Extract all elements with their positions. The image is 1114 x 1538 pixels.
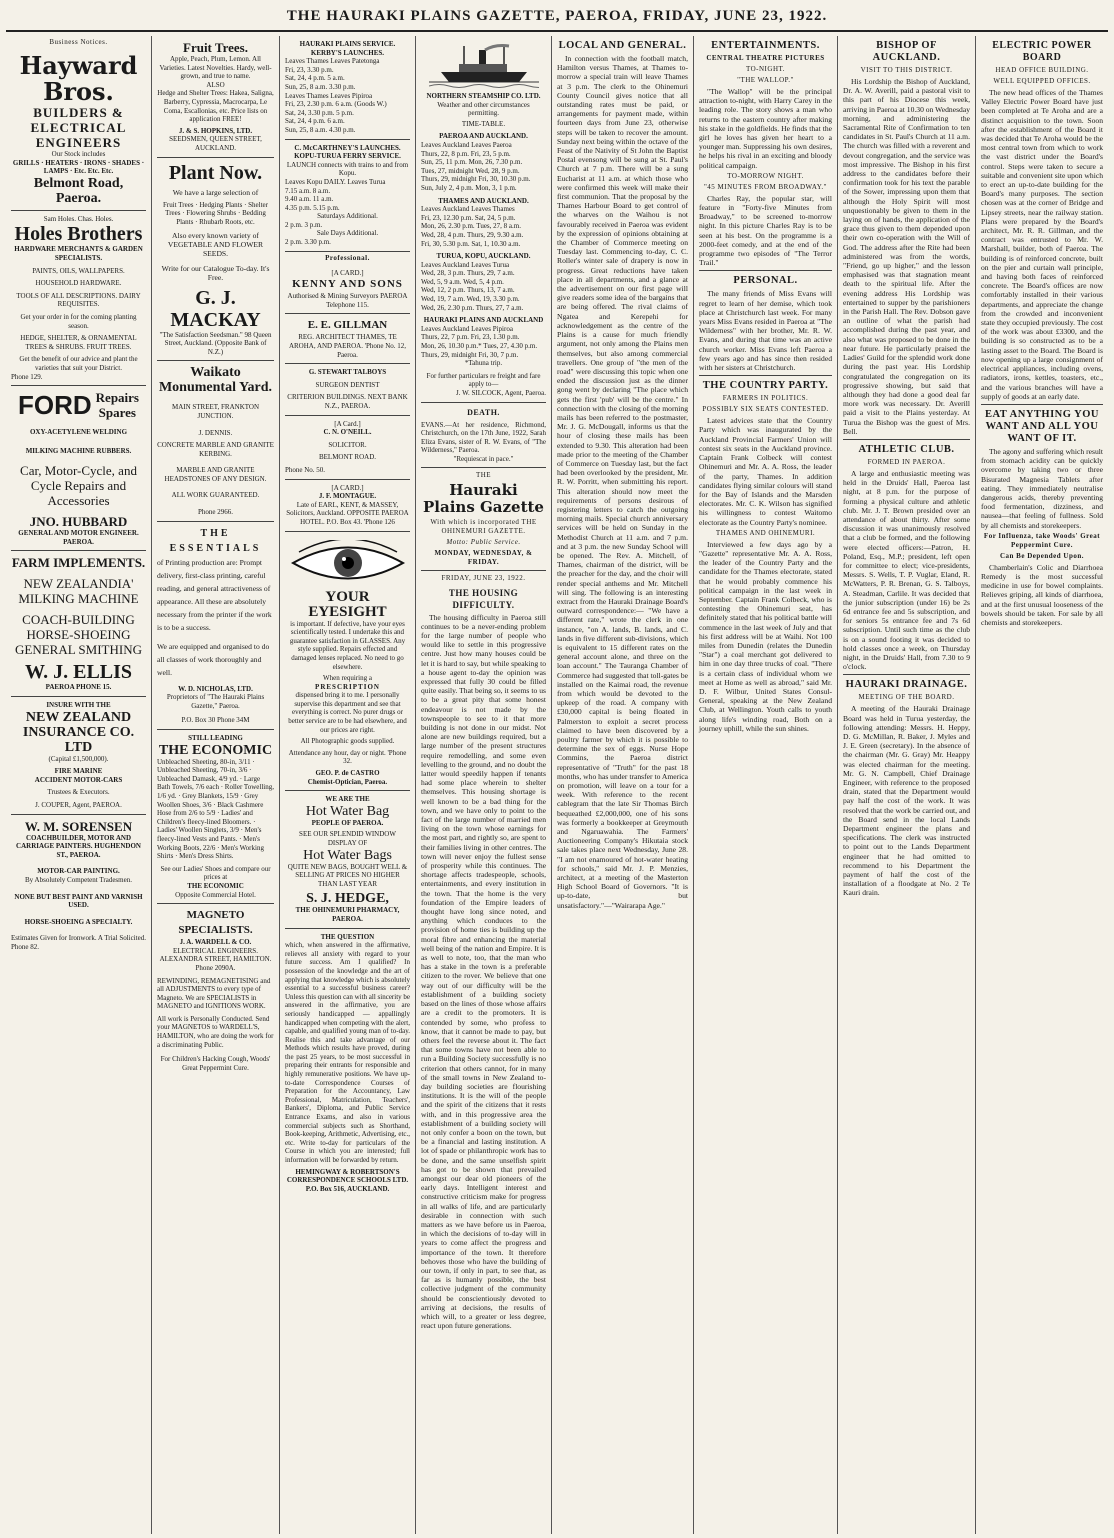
country-party-heading: THE COUNTRY PARTY.: [702, 380, 829, 392]
power-board-heading: ELECTRIC POWER BOARD: [992, 40, 1092, 63]
montague-card: [285, 480, 410, 532]
optician-ad: [285, 532, 410, 792]
ferry-ad: [285, 140, 410, 252]
sorensen-line: COACHBUILDER, MOTOR AND CARRIAGE PAINTERS. HUGHENDON ST., PAEROA.: [16, 833, 141, 859]
professional-heading: Professional.: [325, 253, 370, 262]
kerby-row: Sat, 24, 4 p.m. 5 a.m.: [285, 74, 345, 83]
kerby-row: Fri, 23, 3.30 p.m.: [285, 65, 334, 74]
gillman-name: E. E. GILLMAN: [307, 319, 388, 332]
kerby-head-row: Leaves Thames Leaves Patetonga: [285, 57, 380, 66]
dennis-name: J. DENNIS.: [198, 428, 233, 437]
nz-milking: NEW ZEALANDIA' MILKING MACHINE: [18, 576, 139, 607]
hot-water-bag-ad: [285, 791, 410, 928]
castro-line: Chemist-Optician, Paeroa.: [307, 777, 388, 786]
mccartney-heading: C. McCARTHNEY'S LAUNCHES.: [294, 143, 401, 152]
photographic: All Photographic goods supplied.: [300, 737, 395, 746]
painting-line: By Absolutely Competent Tradesmen.: [25, 876, 132, 884]
coach-building: COACH-BUILDING HORSE-SHOEING GENERAL SMITHING: [15, 612, 142, 658]
main-street: MAIN STREET, FRANKTON JUNCTION.: [171, 403, 260, 420]
hedge-name: S. J. HEDGE,: [306, 891, 389, 907]
publication-days: MONDAY, WEDNESDAY, & FRIDAY.: [434, 548, 533, 566]
farmers-politics: FARMERS IN POLITICS.: [722, 394, 809, 403]
wallop-text: "The Wallop" will be the principal attraction to-night, with Harry Carey in the leading role. The story shows a man who returns to the eastern country after making his stake in the goldfields. He finds that the girl he loves has given her heart to a younger man. Suppressing his own desires, he helps his rival in an exciting and bloody political campaign.: [699, 87, 832, 170]
ford-logo: FORD: [17, 390, 92, 421]
death-heading: DEATH.: [467, 407, 500, 417]
prescription-text: dispensed bring it to me. I personally supervise this department and see that everything is correct. No purer drugs or better service are to be had elsewhere, and our prices are right.: [288, 691, 407, 734]
hubbard-line: GENERAL AND MOTOR ENGINEER. PAEROA.: [18, 529, 139, 546]
fruit-also: ALSO: [206, 80, 225, 89]
holes-line: HARDWARE MERCHANTS & GARDEN SPECIALISTS.: [14, 245, 143, 262]
opposite-hotel: Opposite Commercial Hotel.: [175, 890, 256, 899]
local-heading: LOCAL AND GENERAL.: [558, 40, 687, 51]
country-text: Latest advices state that the Country Party which was inaugurated by the Auckland Provincial Farmers' Union will contest six seats in the Auckland province. Captain Frank Colbeck will contest Ohinemuri and Mr. A. A. Ross, the leader of the party, Thames. In addition candidates flying similar colours will stand for the Bay of Islands and the Marsden electorates. Mr. C. K. Wilson has signified his willingness to contest Waitomo electorate as the Country Party's nominee.: [699, 416, 832, 527]
theatre-heading: CENTRAL THEATRE PICTURES: [706, 54, 825, 62]
tka-row: Wed, 5, 9 a.m. Wed, 5, 4 p.m.: [421, 277, 504, 286]
hot-bag-heading: Hot Water Bag: [305, 803, 390, 819]
column-8: [976, 36, 1108, 1534]
hemingway: HEMINGWAY & ROBERTSON'S CORRESPONDENCE SCHOOLS LTD. P.O. Box 516, AUCKLAND.: [286, 1167, 409, 1193]
thames-heading: THAMES AND OHINEMURI.: [715, 528, 816, 537]
ford-spares: Spares: [98, 405, 136, 421]
plant-now-ad: [157, 158, 274, 362]
wardell-name: J. A. WARDELL & CO.: [179, 938, 252, 947]
ta-row: Wed, 28, 4 p.m. Thurs, 29, 9.30 a.m.: [421, 230, 524, 239]
saturdays-row: 2 p.m. 3 p.m.: [285, 220, 323, 229]
hopkins-line: SEEDSMEN, QUEEN STREET, AUCKLAND.: [169, 135, 262, 152]
divider: [421, 467, 546, 468]
ta-heading: THAMES AND AUCKLAND.: [438, 196, 529, 205]
entertainments-heading: ENTERTAINMENTS.: [711, 40, 820, 51]
proprietors: Proprietors of "The Hauraki Plains Gazette," Paeroa.: [166, 693, 265, 710]
ta-row: Leaves Auckland Leaves Thames: [421, 205, 515, 214]
economic-heading-2: THE ECONOMIC: [187, 881, 244, 890]
divider: [843, 439, 970, 440]
phone-82: Phone 82.: [11, 942, 39, 951]
hayward-stock-items: GRILLS · HEATERS · IRONS · SHADES · LAMPS · Etc. Etc. Etc.: [12, 158, 145, 176]
nicholas-name: W. D. NICHOLAS, LTD.: [178, 684, 253, 693]
kopu-row: 4.35 p.m. 5.15 p.m.: [285, 203, 340, 212]
kopu-text: LAUNCH connects with trains to and from Kopu.: [286, 160, 409, 178]
eat-text: The agony and suffering which result from stomach acidity can be quickly overcome by taking two or three Bisurated Magnesia Tablets after eating. They immediately neutralise dangerous acids, thereby preventing food fermentation, dizziness, and nausea—that feeling of fullness. Sold by all chemists and storekeepers.: [981, 446, 1103, 530]
broadway-text: Charles Ray, the popular star, will feature in "Forty-five Minutes from Broadway," to be screened to-morrow night. In this picture Charles Ray is to be seen at his best. On the programme is a 2000-feet comedy, and at the end of the programme two episodes of "The Terror Trail.": [699, 193, 832, 268]
hayward-trade-3: ENGINEERS: [35, 135, 122, 150]
motor-painting: MOTOR-CAR PAINTING.: [37, 867, 120, 876]
fruit-trees-heading: Fruit Trees.: [183, 40, 248, 55]
talboys-card: [285, 364, 410, 415]
steamship-ad: [421, 36, 546, 403]
car-repairs: Car, Motor-Cycle, and Cycle Repairs and Accessories: [20, 463, 137, 509]
ta-row: Fri, 30, 5.30 p.m. Sat, 1, 10.30 a.m.: [421, 239, 521, 248]
marble-headstones: MARBLE AND GRANITE HEADSTONES OF ANY DESIGN.: [164, 466, 267, 483]
trustees: Trustees & Executors.: [47, 788, 110, 797]
dentist: SURGEON DENTIST: [315, 380, 380, 389]
window-display: SEE OUR SPLENDID WINDOW DISPLAY OF: [299, 830, 396, 847]
holes-order: Get your order in for the coming planting season.: [20, 312, 137, 330]
kerby-row: Sat, 24, 4 p.m. 6 a.m.: [285, 117, 345, 126]
kerby-row: Fri, 23, 2.30 p.m. 6 a.m. (Goods W.): [285, 100, 387, 109]
castro-name: GEO. P. de CASTRO: [315, 769, 380, 778]
holes-partners: Sam Holes. Chas. Holes.: [43, 214, 114, 223]
column-2: [152, 36, 280, 1534]
capital: (Capital £1,500,000).: [48, 754, 109, 763]
bishop-text: His Lordship the Bishop of Auckland, Dr. A. W. Averill, paid a pastoral visit to this part of his Diocese this week, arriving in Paeroa at 10.30 on Wednesday morning, and administering the Sacramental Rite of Confirmation to ten candidates in St. Paul's Church at 11 a.m. The church was filled with a reverent and devout congregation, and the service was most impressive. The Bishop in his first address to the candidates before their confirmation took for his text the parable of the Sower, impressing upon them that although the Holy Spirit will most unquestionably be given to them in the laying on of hands, the application of the grace thus given to them depended upon their own co-operation with the Will of God. The address after the Rite had been administered was from the words, "Friend, go up higher," and the lesson emphasised was that stagnation meant death to the spiritual life. After the evening address His Lordship was entertained to supper by the parishioners in the Parish Hall. The Rev. Dobson gave an outline of what the parish had accomplished during the past year, and also what was proposed to be done in the near future. He particularly praised the Ladies' Guild for the splendid work done during the past year. His Lordship congratulated the congregation on its progressive showing, but said that although they had done a good deal far more work was necessary. Dr. Averill paid a visit to the Plains yesterday. At Turua the Bishop was the guest of Mrs. Bell.: [843, 77, 970, 436]
divider: [699, 270, 832, 271]
kenny-card: [285, 265, 410, 315]
hayward-stock: Our Stock includes: [51, 150, 106, 158]
welding: OXY-ACETYLENE WELDING: [29, 428, 128, 437]
motto: Motto: Public Service.: [446, 537, 521, 546]
steamship-icon: [429, 42, 539, 90]
people-of-paeroa: PEOPLE OF PAEROA.: [311, 818, 384, 827]
influenza: For Influenza, take Woods' Great Peppermint Cure.: [983, 531, 1101, 549]
hot-bags-heading: Hot Water Bags: [303, 847, 392, 863]
couper-agent: J. COUPER, Agent, PAEROA.: [35, 801, 122, 810]
depend-text: Chamberlain's Colic and Diarrhoea Remedy is the most successful medicine in use for bowel complaints. Relieves griping, all kinds of diarrhoea, and at the first unusual looseness of the bowels should be taken. For sale by all chemists and storekeepers.: [981, 562, 1103, 627]
formed-heading: FORMED IN PAEROA.: [867, 457, 946, 466]
wallop-title: "THE WALLOP.": [737, 76, 794, 84]
ellis-name: W. J. ELLIS: [24, 661, 133, 684]
drainage-text: A meeting of the Hauraki Drainage Board was held in Turua yesterday, the following attending: Messrs. H. Heppy, D. G. McMillan, R. Baker, J. Myles and J. E. Green (secretary). In the absence of the chairman (Mr. G. Gray) Mr. Heappy was elected chairman for the meeting. Mr. G. N. Campbell, Chief Drainage Engineer, with reference to the proposed drain, stated that the Department would pay half the cost of the work. It was resolved that the work be carried out, and the Board send in the local Lands Department engineer the plans and specifications. The clerk was instructed to point out to the Lands Department engineer that he had omitted to recommend to his Department the payment of half the cost of the installation of a floodgate at No. 2 Te Kauri drain.: [843, 704, 970, 898]
insure-with: INSURE WITH THE: [46, 701, 111, 710]
saturdays-heading: Saturdays Additional.: [317, 212, 378, 221]
launch-service-ad: [285, 36, 410, 140]
ford-ad: [11, 386, 146, 551]
mackay-name: G. J. MACKAY: [170, 286, 261, 331]
when-requiring: When requiring a: [323, 674, 372, 683]
issue-date: FRIDAY, JUNE 23, 1922.: [441, 573, 526, 582]
eye-icon: [289, 540, 407, 586]
holes-name: Holes Brothers: [14, 223, 143, 246]
kenny-name: KENNY AND SONS: [292, 278, 403, 291]
horseshoeing: HORSE-SHOEING A SPECIALTY.: [24, 917, 133, 926]
holes-advice: Get the benefit of our advice and plant the varieties that suit your District.: [19, 355, 138, 372]
milking-rubbers: MILKING MACHINE RUBBERS.: [25, 446, 132, 455]
ta-row: Mon, 26, 2.30 p.m. Tues, 27, 8 a.m.: [421, 222, 521, 231]
economic-ad: [157, 730, 274, 904]
kerby-row: Sat, 24, 3.30 p.m. 5 p.m.: [285, 108, 354, 117]
printing-ad: [157, 522, 274, 730]
cough-footer: For Children's Hacking Cough, Woods' Great Peppermint Cure.: [160, 1055, 271, 1072]
divider: [843, 674, 970, 675]
hubbard-name: JNO. HUBBARD: [29, 514, 128, 530]
attendance: Attendance any hour, day or night. 'Phone 32.: [288, 748, 407, 766]
hopkins-name: J. & S. HOPKINS, LTD.: [178, 126, 253, 135]
criterion: CRITERION BUILDINGS. NEXT BANK N.Z., PAEROA.: [287, 393, 408, 410]
six-seats: POSSIBLY SIX SEATS CONTESTED.: [702, 405, 829, 414]
masthead: THE HAURAKI PLAINS GAZETTE, PAEROA, FRIDAY, JUNE 23, 1922.: [6, 8, 1108, 32]
fruit-trees-text: Apple, Peach, Plum, Lemon. All Varieties. Latest Novelties. Hardy, well-grown, and true to name.: [159, 55, 272, 81]
magneto-heading: MAGNETO SPECIALISTS.: [178, 909, 253, 937]
hpa-row: Thurs, 22, 7 p.m. Fri, 23, 1.30 p.m.: [421, 333, 520, 342]
head-office: HEAD OFFICE BUILDING.: [995, 66, 1089, 74]
depend-heading: Can Be Depended Upon.: [999, 551, 1084, 560]
pa-heading: PAEROA AND AUCKLAND.: [439, 132, 528, 141]
kerby-row: Sun, 25, 8 a.m. 4.30 p.m.: [285, 125, 356, 134]
athletic-text: A large and enthusiastic meeting was held in the Druids' Hall, Paeroa last night, at 8 p.m. for the purpose of forming a physical culture and athletic club. Mr. J. T. Brown presided over an attendance of about thirty. After some discussion it was unanimously resolved that a club be formed, and the following were elected officers:—Patron, H. Poland, Esq., M.P.; president, left open for committee to elect; vice-presidents, Messrs. S. Wells, T. P. Vuglar, Eland, R. McWatters, P. R. Brenan, G. S. Talboys, A. Steadman, Carlile. It was decided that the junior subscription (under 16) be 2s 6d entrance fee and 5s subscription, and for seniors 5s entrance fee and 7s 6d subscription. Until such time as the club is on a sound footing it was decided to hold classes once a week, on Thursday night, in the Druids' Hall, from 7.30 to 9 o'clock.: [843, 468, 970, 672]
sale-days-heading: Sale Days Additional.: [316, 229, 379, 238]
visit-heading: VISIT TO THIS DISTRICT.: [860, 66, 953, 74]
tomorrow-heading: TO-MORROW NIGHT.: [727, 171, 804, 180]
sorensen-ad: [11, 815, 146, 956]
kerby-row: Sun, 25, 8 a.m. 3.30 p.m.: [285, 82, 356, 91]
weather-note: Weather and other circumstances permitting.: [437, 100, 530, 118]
talboys-name: G. STEWART TALBOYS: [308, 368, 387, 377]
see-shoes: See our Ladies' Shoes and compare our prices at: [160, 864, 271, 882]
card-label: [A Card.]: [334, 419, 361, 428]
ellis-ad: [11, 551, 146, 697]
montague-name: J. F. MONTAGUE.: [318, 492, 377, 501]
question-text: which, when answered in the affirmative, relieves all anxiety with regard to your future success. Am I qualified? In possession of the knowledge and the art of applying that knowledge which is absolutely essential to a successful business career? Unless this question can with all sincerity be answered in the affirmative, you are seriously handicapped — appallingly handicapped when competing with the alert, capable, and qualified young man of to-day. Realise this and take advantage of our Methods which results have proved, during the past 25 years, to be most successful in preparing their entrants for responsible and highly remunerative positions. We have up-to-date Correspondence Courses of Preparation for the Accountancy, Law Professional, Matriculation, Teachers', Bankers', Diploma, and Public Service Entrance Exams, and also in various commercial subjects such as Shorthand, Book-keeping, Arithmetic, Advertising, etc., etc. Write to-day for particulars of the Course in which you are interested; full information will be forwarded by return.: [285, 941, 411, 1164]
equipped-text: We are equipped and organised to do all classes of work thoroughly and well.: [157, 641, 270, 677]
column-7: [838, 36, 976, 1534]
tka-row: Wed, 28, 3 p.m. Thurs, 29, 7 a.m.: [421, 269, 515, 278]
gillman-card: [285, 314, 410, 364]
tka-heading: TURUA, KOPU, AUCKLAND.: [436, 252, 531, 261]
death-text: EVANS.—At her residence, Richmond, Christchurch, on the 17th June, 1922, Sarah Eliza Evans, sister of R. W. Evans, of "The Wilderness," Paeroa.: [421, 420, 546, 455]
hpa-row: Leaves Auckland Leaves Pipiroa: [421, 324, 513, 333]
service-heading: HAURAKI PLAINS SERVICE.: [299, 40, 396, 48]
athletic-heading: ATHLETIC CLUB.: [858, 443, 955, 455]
incorporated: With which is incorporated THE OHINEMURI GAZETTE.: [430, 517, 537, 535]
gazette-the: THE: [475, 470, 492, 479]
kenny-line: Authorised & Mining Surveyors PAEROA Telephone 115.: [287, 292, 408, 309]
personal-heading: PERSONAL.: [733, 275, 798, 287]
best-paint: NONE BUT BEST PAINT AND VARNISH USED.: [14, 892, 143, 910]
business-notices-heading: Business Notices.: [49, 38, 108, 46]
essentials-heading: THE ESSENTIALS: [169, 527, 262, 554]
kopu-row: 9.40 a.m. 11 a.m.: [285, 195, 334, 204]
essentials-text: of Printing production are: Prompt delivery, first-class printing, careful reading, and general attractiveness of appearance. All these are absolutely necessary from the printer if the work is to be a success.: [157, 557, 272, 632]
pa-row: Thurs, 29, midnight Fri, 30, 10.30 p.m.: [421, 175, 531, 184]
monumental-ad: [157, 361, 274, 521]
sale-days-row: 2 p.m. 3.30 p.m.: [285, 238, 331, 247]
hayward-address: Belmont Road, Paeroa.: [33, 175, 124, 206]
hayward-name: Hayward Bros.: [19, 51, 138, 106]
kopu-row: Leaves Kopu DAILY. Leaves Turua: [285, 177, 386, 186]
economic-items: Unbleached Sheeting, 80-in, 3/11 · Unbleached Sheeting, 70-in, 3/6 · Unbleached Damask, 4/9 yd. · Large Bath Towels, 7/6 each · Roller Towelling, 1/6 yd. · Grey Blankets, 15/9 · Grey Woollen Shoes, 3/6 · Black Cashmere Hose from 2/6 to 5/9 · Ladies' and Children's fleecy-lined Bloomers. · Ladies' Woollen Singlets, 3/9 · Men's fleecy-lined Vests and Pants. · Men's Working Boots, 22/6 · Men's Working Shirts · Men's Dress Shirts.: [157, 757, 274, 861]
thames-text: Interviewed a few days ago by a "Gazette" representative Mr. A. A. Ross, the leader of the Country Party and the candidate for the Thames electorate, stated that he would probably commence his political campaign in the last week in September. Captain Frank Colbeck, who is contesting the Ohinemuri seat, has definitely stated that his political battle will commence in the last week of July and that his first address will be at Waihi. Not 100 miles from Dunedin (relates the Dunedin "Star") a coal merchant got delivered to him in one day three trucks of coal. "There is a certain class of individual whom we meet at Home as well as abroad," said Mr. D. F. Wilbur, United States Consul-General, speaking at the New Zealand Club, at Wellington. Youth calls to youth along life's winding road, Both on a journey uphill, while the sun shines.: [699, 539, 832, 733]
tonight-heading: TO-NIGHT.: [745, 65, 786, 73]
belmont-road: BELMONT ROAD.: [318, 453, 377, 462]
ta-row: Fri, 23, 12.30 p.m. Sat, 24, 5 p.m.: [421, 213, 516, 222]
broadway-title: "45 MINUTES FROM BROADWAY.": [703, 182, 828, 191]
montague-line: Late of EARL, KENT, & MASSEY, Solicitors, Auckland. OPPOSITE PAEROA HOTEL. P.O. Box 43. 'Phone 126: [286, 500, 409, 526]
gillman-line: REG. ARCHITECT THAMES, TE AROHA, AND PAEROA. 'Phone No. 12, Paeroa.: [288, 333, 407, 359]
hpa-row: *Tahuna trip.: [464, 359, 503, 368]
power-text: The new head offices of the Thames Valley Electric Power Board have just been completed at Te Aroha and are a distinct acquisition to the town. Soon after the establishment of the Board it was decided that Te Aroha would be the most central town from which to work the vast district under the Board's control. Steps were taken to secure a suitable and convenient site upon which to erect an up-to-date building for the Board's many purposes. The section chosen was at the corner of Bridge and Lipsey streets, near the railway station. Plans were prepared by the Board's architect, Mr. R. R. Gillman, and the contract was entrusted to Mr. W. Marshall, builder, both of Paeroa. The building is of reinforced concrete, built on the pier and curtain wall principle, and having both faces of reinforced concrete. The Board's offices are now comfortably installed in their various departments, and appreciate the change from the crowded and inconvenient state they occupied previously. The cost of the work was about £3300, and the building is so constructed as to be a lasting asset to the Board. The Board is now opening up a large consignment of electrical appliances, including ovens, radiators, irons, kettles, toasters, etc., and the various branches will have a supply of goods at an early date.: [981, 88, 1103, 401]
pa-row: Tues, 27, midnight Wed, 28, 9 p.m.: [421, 166, 520, 175]
ellis-line: PAEROA PHONE 15.: [45, 683, 112, 692]
oneill-name: C. N. O'NEILL.: [323, 428, 372, 437]
all-work: All work is Personally Conducted. Send your MAGNETOS to WARDELL'S, HAMILTON, who are doing the work for a discriminating Public.: [157, 1014, 274, 1049]
divider: [699, 375, 832, 376]
column-6: [694, 36, 838, 1534]
fire-marine: FIRE MARINE: [54, 767, 103, 776]
plant-items: Fruit Trees · Hedging Plants · Shelter Trees · Flowering Shrubs · Bedding Plants · Rhubarb Roots, etc.: [163, 200, 268, 226]
prescription-heading: PRESCRIPTION: [315, 682, 380, 691]
silcock-agent: J. W. SILCOCK, Agent, Paeroa.: [455, 389, 546, 397]
hayward-trade-1: BUILDERS &: [33, 105, 124, 120]
we-are: WE ARE THE: [325, 795, 370, 804]
holes-tools: TOOLS OF ALL DESCRIPTIONS. DAIRY REQUISITES.: [16, 291, 141, 309]
card-label: [A CARD.]: [331, 483, 364, 492]
bishop-heading: BISHOP OF AUCKLAND.: [872, 40, 941, 63]
hpa-row: Mon, 26, 10.30 p.m.* Tues, 27, 4.30 p.m.: [421, 342, 538, 351]
local-text: In connection with the football match, Hamilton versus Thames, at Thames to-morrow a special train will leave Thames at 3 p.m. The clerk to the Ohinemuri County Council gives notice that all outstanding rates must be paid, or arrangements for payment made, within fourteen days from June 23, otherwise steps will be taken to recover the amount. Sunday next being within the octave of the Feast of the Nativity of St John the Baptist Postal evensong will be sung at St. Paul's Church at 7 p.m. There will be a sung Eucharist at 11 a.m. at which those who were confirmed this week will make their first communion. That the proposal by the Thames Harbour Board to get control of the wharves on the Waihou is not favourably received in Paeroa was evident by the expression of opinions obtaining at the Chamber of Commerce meeting on Tuesday last. Commencing to-day, C. C. Roller's winter sale of drapery is now in progress. Great reductions have taken place in all departments, and a glance at the advertisement on our first page will give readers some idea of the bargains that are being offered. The rival claims of Ngatea and Kerepehi for acknowledgement as the centre of the Plains is a cause for much friendly argument, not only among the Plains men themselves, but also among commercial travellers. One group of "the men of the road" were discussing this topic when one ended the discussion just as the dinner gong went by declaring "The place which gets the first 'pub' will be the centre." In connection with the closing of the morning mails has been referred to the postmaster, Mr. J. G. McDougall, informs us that the hour of closing these mails has been extended to 9.30. This alteration had been made prior to the meeting of the Chamber of Commerce on Tuesday last, but the fact had been overlooked by the president, Mr. R. W. Porritt, when submitting his report. This alteration should now meet the requirements of persons desirous of registering letters to catch the outgoing morning mails. Special church anniversary services will be held on Sunday in the Methodist Church at 11 a.m. and 7 p.m. and at 3 p.m. the new Sunday School will be opened. The Rev. A. Mitchell, of Thames, chairman of the district, will be the preacher for the day, and the choir will render special anthems and Mr. Mitchell will sing. The following is an interesting extract from the Hauraki Drainage Board's outward correspondence:— "We have a different rate," wrote the clerk in one instance, "on A. lands, B. lands, and C. lands in five different sub-divisions, which is equivalent to 15 different rates on the general account alone, and three on the loan account." The Tauranga Chamber of Commerce had suggested that toll-gates be installed on the Kaimai road, the revenue from which would be devoted to the upkeep of the road. A company with £30,000 capital is being floated in Palmerston to exploit a secret process claimed to have been discovered by a poultry farmer by which it is possible to determine the sex of eggs. Nurse Hope Commins, the Paeroa district representative of "Truth" for the past 18 months, who has under transfer to America on promotion, will leave on a tour for a week. With reference to the recent cablegram that the late Sir Thomas Birch bequeathed £2,000,000, one of his sons was formerly a bookkeeper at Greymouth and Ngaruawahia. The Farmers' Auctioneering Company's Hikutaia stock sale takes place next Wednesday, June 28. "I am not enamoured of hot-water heating for schools," said Mr. J. P. Menzies, architect, at a meeting of the Masterton High School Board of Governors. "It is up-to-date, but unsatisfactory."—"Wairarapa Age.": [557, 54, 688, 910]
plant-now-heading: Plant Now.: [168, 161, 263, 184]
housing-text: The housing difficulty in Paeroa still continues to be a never-ending problem for the large number of people who would like to settle in this progressive centre. Just how many houses could be let it is hard to say, but while speaking to a house agent to-day the opinion was expressed that fully 30 could be filled quite easily. That being so, it seems to us to be a great pity that some honest endeavour is not made by the townspeople to see to it that more building is not done in our midst. Not alone are new buildings required, but a large number of the present structures require remodelling, and some even levelling to the ground, and no doubt the latter would speedily happen if tenants had some place wherein to shelter themselves. This housing shortage is well known to be a bad thing for the town, and we have only to point to the fact of the large number of married men living on the town whose earnings for the most part, and rightly so, are spent to their families living in other centres. The town will never enjoy the fullest sense of prosperity while this continues. The shortage affects tradespeople, schools, entertainments, and every institution in the town. That the home is the very foundation of the Empire leaders of thought have long since noted, and anything which conduces to the provision of home ties is building up the moral fibre and enhancing the material well being of the nation and Empire. It is as well to note, too, that the man who has a stake in the town is a preferable citizen to the rover. We believe that one way out of our difficulty will be the establishment of a building society based on the lines of those whose affairs are a credit to the promoters. It is contended by some, who profess to know, that it cannot be made to pay, but others feel the reverse about it. The fact that some towns have not been able to run a Building Society successfully is no criterion that others cannot, for in many of the small towns in New Zealand to-day building societies are flourishing institutions. It is the will of the people and the spirit of the citizens that it rests with, and in this progressive area the establishment of a building society will not only confer a boon on the town, but be a financial and lasting institution. A lot of spade or philanthropic work has to be done, and the same unselfish spirit has got to be shown that prevailed amongst our dear old pioneers of the early days. Intelligent interest and constructive criticism make for progress in all walks of life, and are particularly desirable in connection with such matters as we have before us in Paeroa, in which the decisions of to-day will in years to come affect the progress and importance of the town. It therefore behoves those who have the building of our town, if only in part, to see that, as far as is humanly possible, the best collective judgment of the community should be conscientiously devoted to arriving at decisions, the results of which will, to a greater or less degree, react upon future generations.: [421, 612, 546, 1331]
housing-heading: THE HOUSING DIFFICULTY.: [448, 587, 519, 610]
pa-row: Leaves Auckland Leaves Paeroa: [421, 140, 512, 149]
requiescat: "Requiescat in pace.": [453, 454, 514, 463]
farm-implements: FARM IMPLEMENTS.: [11, 555, 146, 571]
rewinding: REWINDING, REMAGNETISING and all ADJUSTMENTS to every type of Magneto. We are SPECIALISTS in MAGNETO and IGNITIONS WORK.: [157, 976, 271, 1011]
pharmacy: THE OHINEMURI PHARMACY, PAEROA.: [295, 906, 400, 923]
sorensen-name: W. M. SORENSEN: [24, 818, 133, 834]
hayward-trade-2: ELECTRICAL: [30, 120, 127, 135]
pa-row: Thurs, 22, 8 p.m. Fri, 23, 5 p.m.: [421, 149, 511, 158]
hpa-row: Thurs, 29, midnight Fri, 30, 7 p.m.: [421, 350, 519, 359]
fruit-trees-ad: [157, 36, 274, 158]
tka-row: Wed, 19, 7 a.m. Wed, 19, 3.30 p.m.: [421, 295, 520, 304]
holes-household: HOUSEHOLD HARDWARE.: [35, 279, 122, 288]
kopu-heading: KOPU-TURUA FERRY SERVICE.: [294, 152, 401, 161]
still-leading: STILL LEADING: [188, 734, 243, 743]
nz-insurance: NEW ZEALAND INSURANCE CO. LTD: [22, 709, 135, 755]
eyesight-text: is important. If defective, have your eyes scientifically tested. I undertake this and guarantee satisfaction in GLASSES. Any style supplied. Repairs effected and damaged lenses replaced. No need to go elsewhere.: [289, 619, 406, 671]
concrete-kerbing: CONCRETE MARBLE AND GRANITE KERBING.: [157, 441, 274, 458]
kerby-row: Leaves Thames Leaves Pipiroa: [285, 91, 373, 100]
column-3: [280, 36, 416, 1534]
column-1: [6, 36, 152, 1534]
equipped-offices: WELL EQUIPPED OFFICES.: [993, 77, 1091, 85]
mackay-line: "The Satisfaction Seedsman." 98 Queen Street, Auckland. (Opposite Bank of N.Z.): [159, 330, 272, 356]
waikato-heading: Waikato Monumental Yard.: [158, 365, 273, 396]
meeting-heading: MEETING OF THE BOARD.: [858, 693, 955, 702]
pa-row: Sun, July 2, 4 p.m. Mon, 3, 1 p.m.: [421, 183, 517, 192]
work-guaranteed: ALL WORK GUARANTEED.: [171, 491, 260, 500]
plant-catalogue: Write for our Catalogue To-day. It's Free.: [161, 264, 270, 283]
pa-row: Sun, 25, 11 p.m. Mon, 26, 7.30 p.m.: [421, 158, 523, 167]
phone-50: Phone No. 50.: [285, 465, 326, 474]
kerby-heading: KERBY'S LAUNCHES.: [310, 48, 385, 57]
divider: [981, 404, 1103, 405]
solicitor: SOLICITOR.: [328, 440, 367, 449]
divider: [421, 570, 546, 571]
tka-row: Leaves Auckland Leaves Turua: [421, 260, 510, 269]
tka-row: Wed, 12, 2 p.m. Thurs, 13, 7 a.m.: [421, 286, 515, 295]
correspondence-ad: [285, 929, 410, 1198]
holes-paints: PAINTS, OILS, WALLPAPERS.: [32, 266, 125, 275]
economic-heading: THE ECONOMIC: [158, 742, 273, 758]
eat-heading: EAT ANYTHING YOU WANT AND ALL YOU WANT OF IT.: [985, 408, 1099, 444]
insurance-ad: [11, 697, 146, 815]
question-heading: THE QUESTION: [320, 932, 375, 941]
wardell-line: ELECTRICAL ENGINEERS. ALEXANDRA STREET, HAMILTON. Phone 2090A.: [159, 946, 272, 972]
hpa-heading: HAURAKI PLAINS AND AUCKLAND: [423, 316, 544, 325]
quite-new: QUITE NEW BAGS, BOUGHT WELL & SELLING AT PRICES NO HIGHER THAN LAST YEAR: [287, 862, 408, 888]
timetable: TIME-TABLE.: [461, 119, 506, 128]
columns: [6, 36, 1108, 1534]
drainage-heading: HAURAKI DRAINAGE.: [845, 679, 968, 691]
magneto-ad: [157, 904, 274, 1076]
further-particulars: For further particulars re freight and fare apply to—: [426, 371, 541, 389]
eyesight-heading: YOUR EYESIGHT: [308, 588, 387, 620]
po-box-30: P.O. Box 30 Phone 34M: [181, 716, 250, 725]
kopu-row: 7.15 a.m. 8 a.m.: [285, 186, 331, 195]
ford-repairs: Repairs: [95, 390, 139, 406]
personal-text: The many friends of Miss Evans will regret to learn of her demise, which took place at Christchurch last week. For many years Miss Evans resided in Paeroa at "The Wilderness" with her brother, Mr. R. W. Evans, and during that time was an active church worker. Miss Evans left Paeroa a few years ago and has since then resided with her sisters at Christchurch.: [699, 289, 832, 373]
column-5: [552, 36, 694, 1534]
steamship-name: NORTHERN STEAMSHIP CO. LTD.: [426, 92, 541, 100]
holes-hedge: HEDGE, SHELTER, & ORNAMENTAL TREES & SHRUBS. FRUIT TREES.: [20, 334, 137, 351]
phone-2966: Phone 2966.: [198, 508, 233, 517]
card-label: [A CARD.]: [331, 268, 364, 277]
fruit-also-text: Hedge and Shelter Trees: Hakea, Saligna, Barberry, Cypressia, Macrocarpa, Le Coma, Escallonias, etc. Price lists on application FREE!: [157, 89, 274, 124]
oneill-card: [285, 416, 410, 480]
gazette-masthead: Hauraki Plains Gazette: [423, 480, 544, 516]
hayward-ad: [11, 49, 146, 211]
plant-selection: We have a large selection of: [172, 187, 259, 197]
holes-ad: [11, 211, 146, 386]
estimates: Estimates Given for Ironwork. A Trial Solicited.: [11, 934, 146, 943]
accident-motor: ACCIDENT MOTOR-CARS: [34, 775, 123, 784]
column-4: [416, 36, 552, 1534]
tka-row: Wed, 26, 2.30 p.m. Thurs, 27, 7 a.m.: [421, 303, 524, 312]
plant-also: Also every known variety of VEGETABLE AND FLOWER SEEDS.: [167, 230, 264, 258]
holes-phone: Phone 129.: [11, 372, 43, 381]
